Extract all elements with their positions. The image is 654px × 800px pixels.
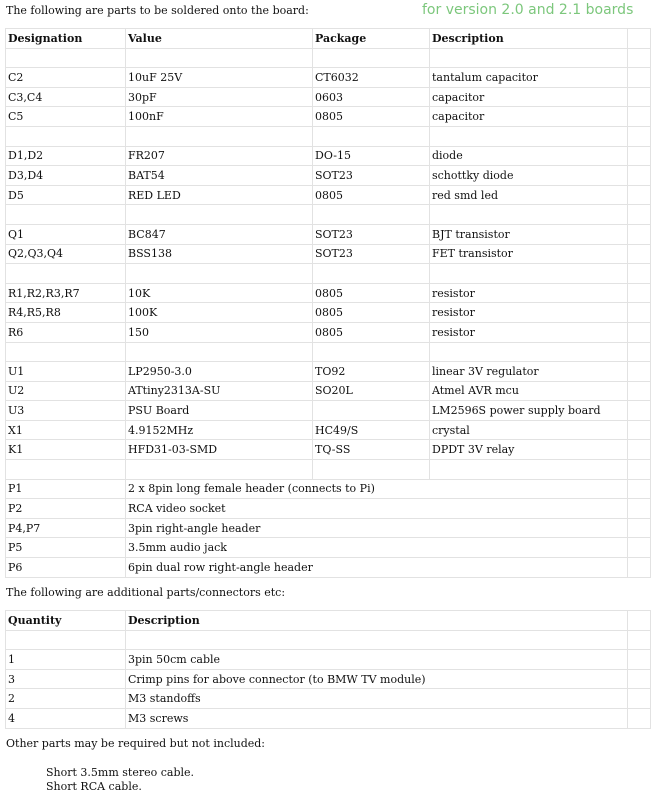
value-cell: BC847 (126, 224, 313, 244)
value-cell: BSS138 (126, 244, 313, 264)
package-cell (313, 264, 430, 284)
description-cell: capacitor (430, 87, 628, 107)
spacer-cell (628, 558, 651, 578)
designation-cell: P2 (6, 499, 126, 519)
designation-cell: P6 (6, 558, 126, 578)
value-cell: RCA video socket (126, 499, 628, 519)
header-add-description: Description (126, 611, 628, 631)
description-cell: resistor (430, 283, 628, 303)
table-row (6, 362, 651, 382)
table-row (6, 283, 651, 303)
package-cell: 0805 (313, 185, 430, 205)
designation-cell (6, 342, 126, 362)
table-row (6, 650, 651, 670)
quantity-cell: 4 (6, 708, 126, 728)
description-cell (430, 460, 628, 480)
designation-cell: P4,P7 (6, 518, 126, 538)
spacer-cell (628, 48, 651, 68)
spacer-cell (628, 107, 651, 127)
designation-cell: U3 (6, 401, 126, 421)
description-cell (430, 342, 628, 362)
table-row (6, 185, 651, 205)
value-cell: 150 (126, 322, 313, 342)
version-note: for version 2.0 and 2.1 boards (422, 2, 634, 18)
quantity-cell (6, 630, 126, 650)
value-cell (126, 48, 313, 68)
table-row (6, 224, 651, 244)
table-row (6, 420, 651, 440)
value-cell: 100nF (126, 107, 313, 127)
table-row (6, 689, 651, 709)
header-description: Description (430, 29, 628, 49)
value-cell: ATtiny2313A-SU (126, 381, 313, 401)
table-row (6, 68, 651, 88)
designation-cell: D3,D4 (6, 166, 126, 186)
value-cell: 3pin right-angle header (126, 518, 628, 538)
designation-cell: C5 (6, 107, 126, 127)
spacer-cell (628, 264, 651, 284)
designation-cell: P1 (6, 479, 126, 499)
description-cell: 3pin 50cm cable (126, 650, 628, 670)
package-cell: SOT23 (313, 244, 430, 264)
package-cell: HC49/S (313, 420, 430, 440)
value-cell (126, 205, 313, 225)
package-cell: 0805 (313, 283, 430, 303)
table-row (6, 669, 651, 689)
table-row (6, 538, 651, 558)
spacer-cell (628, 68, 651, 88)
description-cell: resistor (430, 322, 628, 342)
parts-table (5, 28, 651, 578)
spacer-cell (628, 381, 651, 401)
not-included-item: Short 3.5mm stereo cable. (46, 766, 195, 779)
spacer-cell (628, 479, 651, 499)
parts-header-row (6, 29, 651, 49)
value-cell: 2 x 8pin long female header (connects to Pi) (126, 479, 628, 499)
table-row (6, 48, 651, 68)
designation-cell: K1 (6, 440, 126, 460)
value-cell: RED LED (126, 185, 313, 205)
spacer-cell (628, 499, 651, 519)
spacer-cell (628, 303, 651, 323)
additional-header-row (6, 611, 651, 631)
table-row (6, 146, 651, 166)
table-row (6, 264, 651, 284)
value-cell (126, 342, 313, 362)
package-cell: 0805 (313, 107, 430, 127)
spacer-cell (628, 420, 651, 440)
package-cell: SOT23 (313, 224, 430, 244)
value-cell: FR207 (126, 146, 313, 166)
designation-cell: X1 (6, 420, 126, 440)
value-cell: HFD31-03-SMD (126, 440, 313, 460)
designation-cell: Q2,Q3,Q4 (6, 244, 126, 264)
spacer-cell (628, 283, 651, 303)
spacer-cell (628, 669, 651, 689)
value-cell: PSU Board (126, 401, 313, 421)
value-cell (126, 264, 313, 284)
intro-text: The following are parts to be soldered onto the board: (6, 4, 309, 17)
value-cell: 100K (126, 303, 313, 323)
table-row (6, 401, 651, 421)
not-included-item: Short RCA cable. (46, 780, 142, 793)
designation-cell: P5 (6, 538, 126, 558)
spacer-cell (628, 708, 651, 728)
spacer-cell (628, 185, 651, 205)
spacer-cell (628, 342, 651, 362)
designation-cell: U2 (6, 381, 126, 401)
spacer-cell (628, 460, 651, 480)
header-spacer (628, 29, 651, 49)
spacer-cell (628, 87, 651, 107)
designation-cell: D5 (6, 185, 126, 205)
designation-cell: R6 (6, 322, 126, 342)
quantity-cell: 3 (6, 669, 126, 689)
designation-cell: C2 (6, 68, 126, 88)
spacer-cell (628, 224, 651, 244)
package-cell (313, 126, 430, 146)
designation-cell (6, 264, 126, 284)
value-cell (126, 460, 313, 480)
designation-cell: R1,R2,R3,R7 (6, 283, 126, 303)
spacer-cell (628, 166, 651, 186)
description-cell: diode (430, 146, 628, 166)
package-cell: 0603 (313, 87, 430, 107)
table-row (6, 708, 651, 728)
spacer-cell (628, 689, 651, 709)
table-row (6, 630, 651, 650)
table-row (6, 303, 651, 323)
spacer-cell (628, 362, 651, 382)
designation-cell: U1 (6, 362, 126, 382)
quantity-cell: 2 (6, 689, 126, 709)
package-cell: SOT23 (313, 166, 430, 186)
table-row (6, 244, 651, 264)
header-designation: Designation (6, 29, 126, 49)
designation-cell: D1,D2 (6, 146, 126, 166)
header-value: Value (126, 29, 313, 49)
spacer-cell (628, 518, 651, 538)
value-cell: 4.9152MHz (126, 420, 313, 440)
table-row (6, 205, 651, 225)
value-cell: 6pin dual row right-angle header (126, 558, 628, 578)
other-parts-text: Other parts may be required but not included: (6, 737, 266, 750)
package-cell: TQ-SS (313, 440, 430, 460)
table-row (6, 126, 651, 146)
description-cell (430, 48, 628, 68)
value-cell: BAT54 (126, 166, 313, 186)
table-row (6, 381, 651, 401)
spacer-cell (628, 244, 651, 264)
spacer-cell (628, 322, 651, 342)
description-cell: DPDT 3V relay (430, 440, 628, 460)
description-cell: crystal (430, 420, 628, 440)
package-cell: 0805 (313, 303, 430, 323)
table-row (6, 518, 651, 538)
table-row (6, 87, 651, 107)
table-row (6, 479, 651, 499)
spacer-cell (628, 630, 651, 650)
designation-cell: R4,R5,R8 (6, 303, 126, 323)
value-cell: 10uF 25V (126, 68, 313, 88)
spacer-cell (628, 126, 651, 146)
value-cell: 3.5mm audio jack (126, 538, 628, 558)
description-cell: M3 screws (126, 708, 628, 728)
package-cell (313, 342, 430, 362)
table-row (6, 166, 651, 186)
designation-cell (6, 48, 126, 68)
designation-cell: Q1 (6, 224, 126, 244)
package-cell (313, 460, 430, 480)
spacer-cell (628, 440, 651, 460)
table-row (6, 440, 651, 460)
description-cell (126, 630, 628, 650)
description-cell: schottky diode (430, 166, 628, 186)
spacer-cell (628, 205, 651, 225)
spacer-cell (628, 146, 651, 166)
description-cell: Crimp pins for above connector (to BMW TV module) (126, 669, 628, 689)
table-row (6, 107, 651, 127)
table-row (6, 558, 651, 578)
description-cell: FET transistor (430, 244, 628, 264)
additional-parts-table (5, 610, 651, 729)
description-cell: red smd led (430, 185, 628, 205)
table-row (6, 342, 651, 362)
package-cell (313, 48, 430, 68)
value-cell: LP2950-3.0 (126, 362, 313, 382)
table-row (6, 322, 651, 342)
additional-parts-text: The following are additional parts/connectors etc: (6, 586, 286, 599)
description-cell: BJT transistor (430, 224, 628, 244)
package-cell: DO-15 (313, 146, 430, 166)
description-cell (430, 264, 628, 284)
designation-cell (6, 205, 126, 225)
designation-cell (6, 126, 126, 146)
table-row (6, 499, 651, 519)
description-cell: resistor (430, 303, 628, 323)
package-cell: SO20L (313, 381, 430, 401)
description-cell: tantalum capacitor (430, 68, 628, 88)
description-cell (430, 126, 628, 146)
value-cell: 10K (126, 283, 313, 303)
description-cell: Atmel AVR mcu (430, 381, 628, 401)
designation-cell: C3,C4 (6, 87, 126, 107)
package-cell: TO92 (313, 362, 430, 382)
designation-cell (6, 460, 126, 480)
spacer-cell (628, 650, 651, 670)
package-cell: 0805 (313, 322, 430, 342)
spacer-cell (628, 401, 651, 421)
description-cell: capacitor (430, 107, 628, 127)
value-cell (126, 126, 313, 146)
package-cell (313, 401, 430, 421)
header-quantity: Quantity (6, 611, 126, 631)
header-add-spacer (628, 611, 651, 631)
description-cell: LM2596S power supply board (430, 401, 628, 421)
package-cell: CT6032 (313, 68, 430, 88)
description-cell: linear 3V regulator (430, 362, 628, 382)
description-cell (430, 205, 628, 225)
quantity-cell: 1 (6, 650, 126, 670)
header-package: Package (313, 29, 430, 49)
value-cell: 30pF (126, 87, 313, 107)
description-cell: M3 standoffs (126, 689, 628, 709)
spacer-cell (628, 538, 651, 558)
package-cell (313, 205, 430, 225)
table-row (6, 460, 651, 480)
